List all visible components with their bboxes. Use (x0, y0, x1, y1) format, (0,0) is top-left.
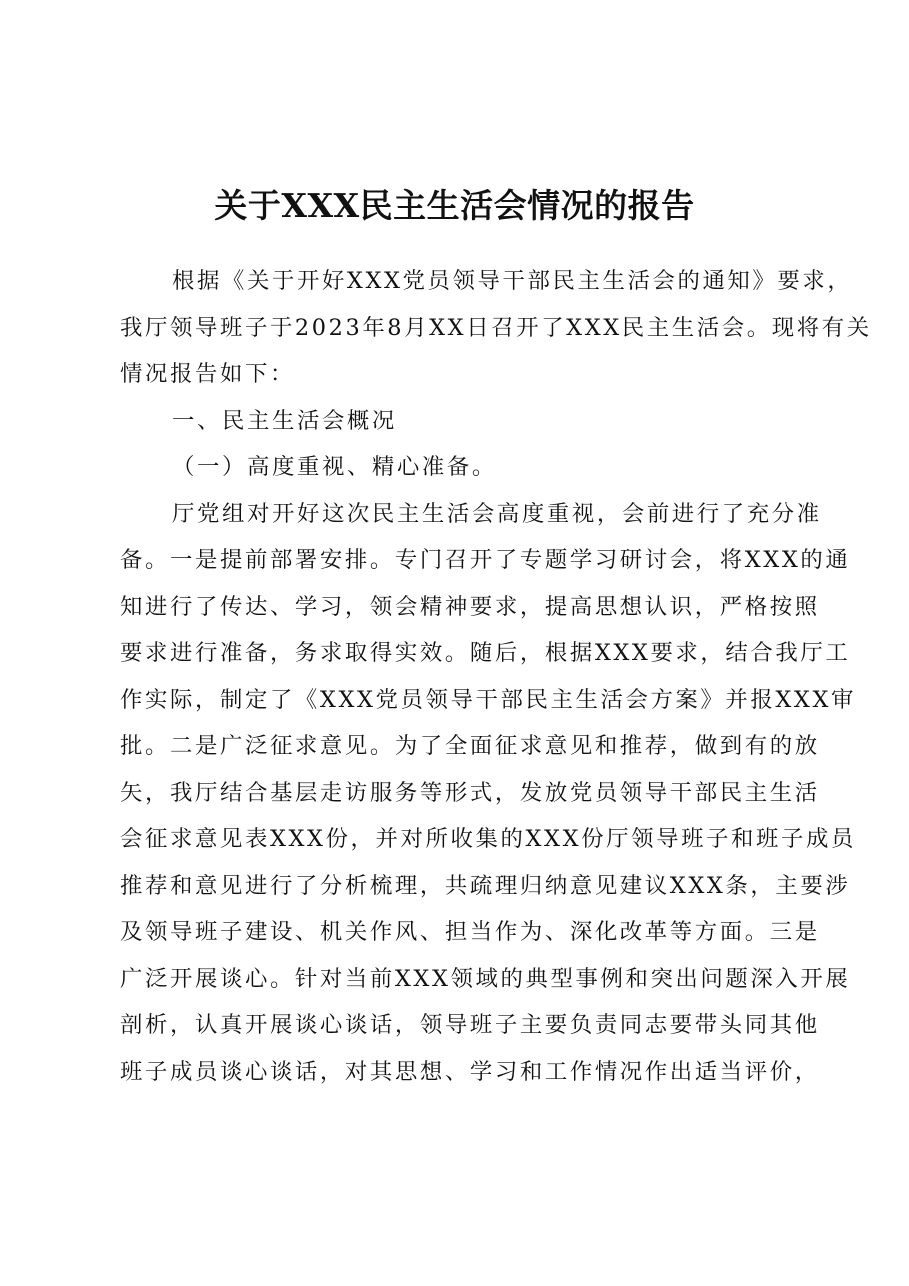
body-line: 会征求意见表XXX份，并对所收集的XXX份厅领导班子和班子成员 (120, 826, 857, 852)
body-line: 厅党组对开好这次民主生活会高度重视，会前进行了充分准 (172, 500, 822, 527)
body-line: 推荐和意见进行了分析梳理，共疏理归纳意见建议XXX条，主要涉 (120, 872, 851, 899)
body-line: 根据《关于开好XXX党员领导干部民主生活会的通知》要求， (172, 268, 853, 294)
body-line: 要求进行准备，务求取得实效。随后，根据XXX要求，结合我厅工 (120, 640, 851, 666)
body-line: 知进行了传达、学习，领会精神要求，提高思想认识，严格按照 (120, 593, 820, 620)
subsection-heading: （一）高度重视、精心准备。 (172, 454, 497, 480)
body-line: 及领导班子建设、机关作风、担当作为、深化改革等方面。三是 (120, 919, 820, 945)
body-line: 班子成员谈心谈话，对其思想、学习和工作情况作出适当评价， (120, 1058, 820, 1085)
body-line: 矢，我厅结合基层走访服务等形式，发放党员领导干部民主生活 (120, 779, 820, 806)
body-line: 剖析，认真开展谈心谈话，领导班子主要负责同志要带头同其他 (120, 1012, 820, 1038)
body-line: 情况报告如下： (120, 361, 295, 387)
section-heading: 一、民主生活会概况 (172, 407, 397, 434)
document-body (120, 258, 872, 1095)
document-title: 关于XXX民主生活会情况的报告 (214, 186, 695, 225)
body-line: 作实际，制定了《XXX党员领导干部民主生活会方案》并报XXX审 (120, 686, 857, 713)
body-line: 批。二是广泛征求意见。为了全面征求意见和推荐，做到有的放 (120, 733, 820, 759)
body-line: 我厅领导班子于2023年8月XX日召开了XXX民主生活会。现将有关 (120, 314, 872, 341)
body-line: 广泛开展谈心。针对当前XXX领域的典型事例和突出问题深入开展 (120, 965, 851, 992)
body-line: 备。一是提前部署安排。专门召开了专题学习研讨会，将XXX的通 (120, 547, 851, 573)
